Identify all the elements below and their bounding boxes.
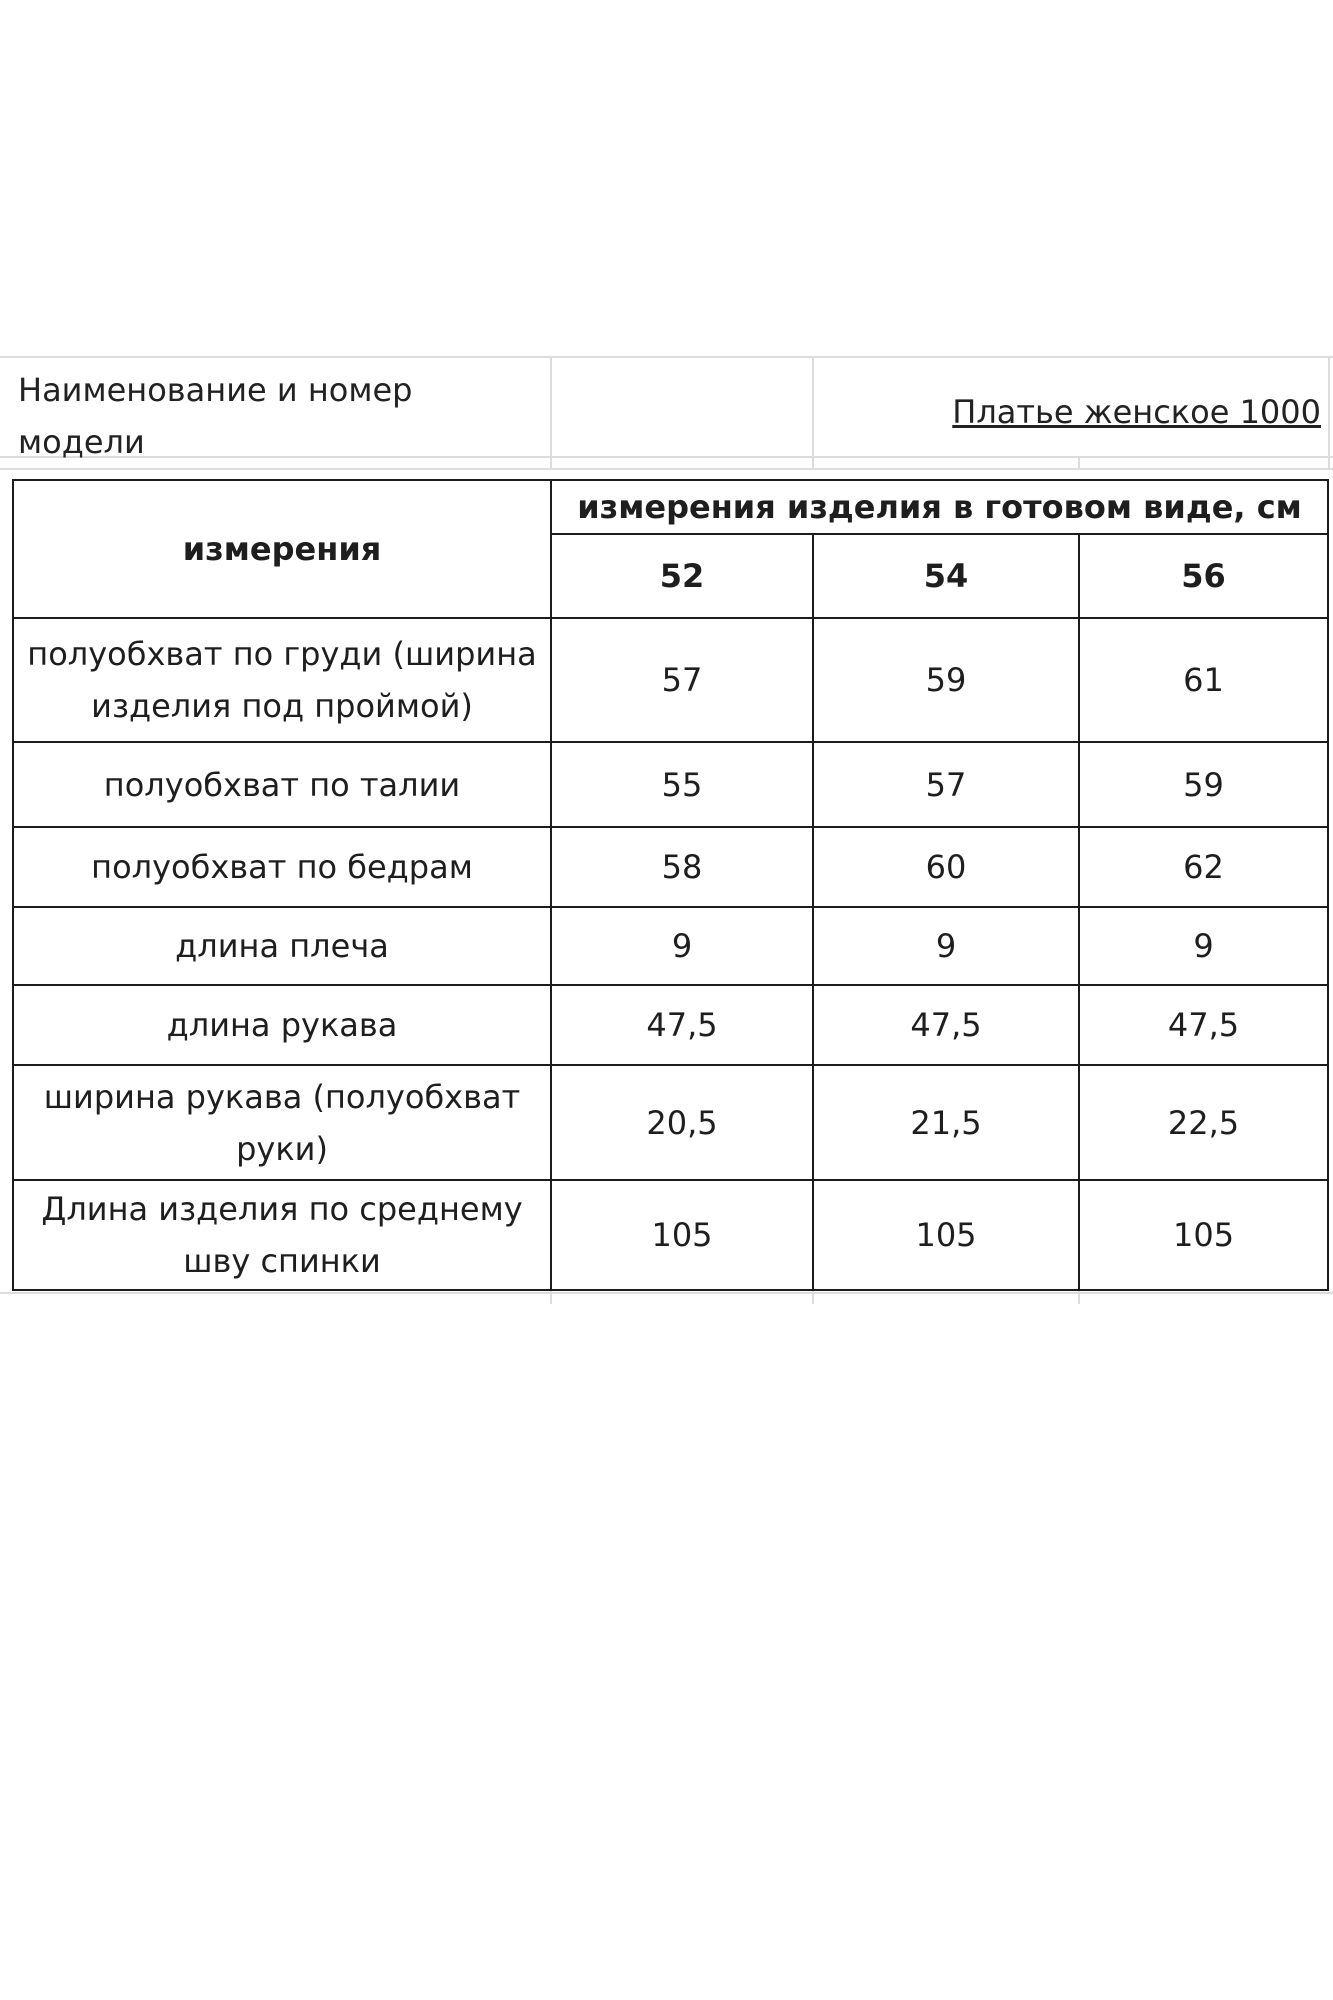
- group-header: измерения изделия в готовом виде, см: [551, 480, 1328, 534]
- gridline: [550, 1290, 552, 1304]
- model-row: [0, 358, 1333, 461]
- cell-value: 9: [551, 907, 813, 985]
- cell-value: 55: [551, 742, 813, 827]
- cell-value: 47,5: [551, 985, 813, 1065]
- row-label: длина плеча: [13, 907, 551, 985]
- cell-value: 59: [813, 618, 1079, 742]
- row-label: полуобхват по талии: [13, 742, 551, 827]
- cell-value: 9: [813, 907, 1079, 985]
- cell-value: 57: [551, 618, 813, 742]
- row-label: длина рукава: [13, 985, 551, 1065]
- row-label: ширина рукава (полуобхват руки): [13, 1065, 551, 1180]
- cell-value: 47,5: [813, 985, 1079, 1065]
- size-header: 56: [1079, 534, 1328, 618]
- measurements-header: измерения: [13, 480, 551, 618]
- model-label: Наименование и номер модели: [18, 371, 413, 461]
- size-header: 52: [551, 534, 813, 618]
- size-table: [12, 479, 1329, 1291]
- table-row: [13, 907, 1328, 985]
- cell-value: 47,5: [1079, 985, 1328, 1065]
- row-label: полуобхват по бедрам: [13, 827, 551, 907]
- cell-value: 60: [813, 827, 1079, 907]
- model-value: Платье женское 1000: [952, 393, 1321, 431]
- cell-value: 61: [1079, 618, 1328, 742]
- gridline: [0, 1292, 1333, 1294]
- cell-value: 62: [1079, 827, 1328, 907]
- cell-value: 105: [551, 1180, 813, 1290]
- gridline: [1078, 1290, 1080, 1304]
- cell-value: 58: [551, 827, 813, 907]
- table-row: [13, 618, 1328, 742]
- table-row: [13, 1180, 1328, 1290]
- gridline: [812, 1290, 814, 1304]
- cell-value: 9: [1079, 907, 1328, 985]
- size-header: 54: [813, 534, 1079, 618]
- gridline: [0, 468, 1333, 470]
- table-row: [13, 1065, 1328, 1180]
- cell-value: 105: [813, 1180, 1079, 1290]
- cell-value: 57: [813, 742, 1079, 827]
- cell-value: 105: [1079, 1180, 1328, 1290]
- row-label: Длина изделия по среднему шву спинки: [13, 1180, 551, 1290]
- table-row: [13, 827, 1328, 907]
- row-label: полуобхват по груди (ширина изделия под проймой): [13, 618, 551, 742]
- cell-value: 22,5: [1079, 1065, 1328, 1180]
- table-row: [13, 742, 1328, 827]
- cell-value: 20,5: [551, 1065, 813, 1180]
- table-row: [13, 985, 1328, 1065]
- cell-value: 59: [1079, 742, 1328, 827]
- cell-value: 21,5: [813, 1065, 1079, 1180]
